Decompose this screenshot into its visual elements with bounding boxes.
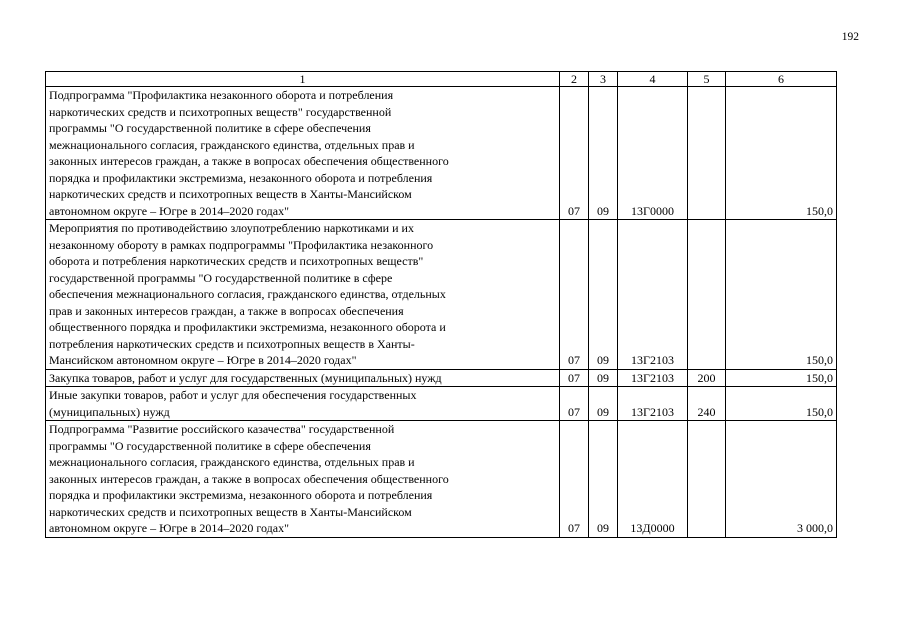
row-subsection-code: 09: [589, 87, 618, 220]
table-row: [46, 421, 837, 538]
row-expense-type: 200: [688, 369, 726, 387]
column-header-4: 4: [618, 72, 688, 87]
table-row: [46, 220, 837, 370]
row-section-code: 07: [560, 220, 589, 370]
budget-table: [45, 71, 837, 538]
column-header-5: 5: [688, 72, 726, 87]
row-expense-type: [688, 87, 726, 220]
row-subsection-code: 09: [589, 220, 618, 370]
row-amount: 150,0: [726, 220, 837, 370]
row-subsection-code: 09: [589, 369, 618, 387]
row-section-code: 07: [560, 421, 589, 538]
table-row: [46, 87, 837, 220]
row-section-code: 07: [560, 87, 589, 220]
row-subsection-code: 09: [589, 421, 618, 538]
row-target-code: 13Д0000: [618, 421, 688, 538]
row-target-code: 13Г2103: [618, 387, 688, 421]
row-description: Подпрограмма "Развитие российского казачества" государственной программы "О государственной политике в сфере обеспечения межнационального согласия, гражданского единства, отдельных прав и законных интересов граждан, а также в вопросах обеспечения общественного порядка и профилактики экстремизма, незаконного оборота и потребления наркотических средств и психотропных веществ в Ханты-Мансийском автономном округе – Югре в 2014–2020 годах": [46, 421, 560, 538]
row-description: Иные закупки товаров, работ и услуг для обеспечения государственных (муниципальных) нужд: [46, 387, 560, 421]
row-amount: 150,0: [726, 369, 837, 387]
row-amount: 3 000,0: [726, 421, 837, 538]
table-row: [46, 387, 837, 421]
header-row: [46, 72, 837, 87]
row-subsection-code: 09: [589, 387, 618, 421]
row-amount: 150,0: [726, 87, 837, 220]
table-row: [46, 369, 837, 387]
column-header-1: 1: [46, 72, 560, 87]
row-target-code: 13Г2103: [618, 369, 688, 387]
row-section-code: 07: [560, 387, 589, 421]
row-amount: 150,0: [726, 387, 837, 421]
row-target-code: 13Г2103: [618, 220, 688, 370]
row-section-code: 07: [560, 369, 589, 387]
page-number: 192: [841, 31, 859, 43]
row-expense-type: [688, 421, 726, 538]
row-target-code: 13Г0000: [618, 87, 688, 220]
column-header-6: 6: [726, 72, 837, 87]
row-description: Подпрограмма "Профилактика незаконного оборота и потребления наркотических средств и психотропных веществ" государственной программы "О государственной политике в сфере обеспечения межнационального согласия, гражданского единства, отдельных прав и законных интересов граждан, а также в вопросах обеспечения общественного порядка и профилактики экстремизма, незаконного оборота и потребления наркотических средств и психотропных веществ в Ханты-Мансийском автономном округе – Югре в 2014–2020 годах": [46, 87, 560, 220]
column-header-2: 2: [560, 72, 589, 87]
row-expense-type: 240: [688, 387, 726, 421]
row-expense-type: [688, 220, 726, 370]
column-header-3: 3: [589, 72, 618, 87]
row-description: Закупка товаров, работ и услуг для государственных (муниципальных) нужд: [46, 369, 560, 387]
row-description: Мероприятия по противодействию злоупотреблению наркотиками и их незаконному обороту в рамках подпрограммы "Профилактика незаконного оборота и потребления наркотических средств и психотропных веществ" государственной программы "О государственной политике в сфере обеспечения межнационального согласия, гражданского единства, отдельных прав и законных интересов граждан, а также в вопросах обеспечения общественного порядка и профилактики экстремизма, незаконного оборота и потребления наркотических средств и психотропных веществ в Ханты- Мансийском автономном округе – Югре в 2014–2020 годах": [46, 220, 560, 370]
